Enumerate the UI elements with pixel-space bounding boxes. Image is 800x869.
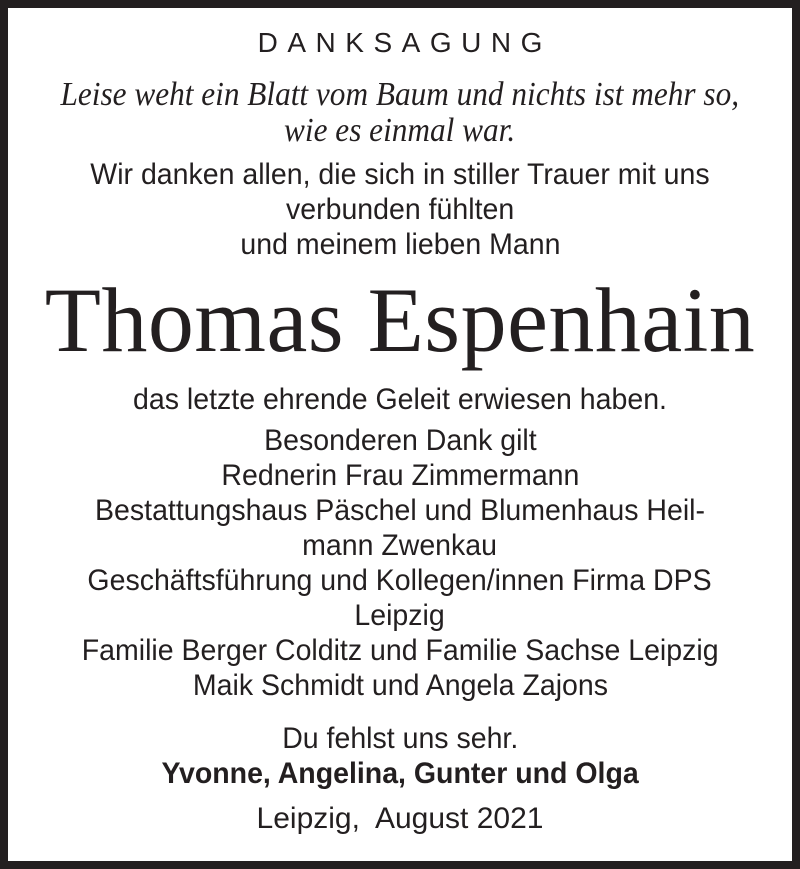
thanks-line-text: Maik Schmidt und Angela Zajons xyxy=(192,669,608,702)
thanks-line-text: Besonderen Dank gilt xyxy=(263,424,537,457)
family-signature xyxy=(8,756,792,791)
intro-line-text: und meinem lieben Mann xyxy=(239,228,561,261)
memorial-quote-line-text: wie es einmal war. xyxy=(284,112,516,149)
deceased-name: Thomas Espenhain xyxy=(44,269,756,371)
thanks-line xyxy=(8,528,792,563)
thanks-line-text: Bestattungshaus Päschel und Blumenhaus Heil- xyxy=(95,494,705,527)
date-line: Leipzig, August 2021 xyxy=(256,802,544,835)
memorial-quote-line-text: Leise weht ein Blatt vom Baum und nichts ist mehr so, xyxy=(60,76,740,113)
thanks-line xyxy=(8,668,792,703)
thanks-line xyxy=(8,458,792,493)
intro-line-text: Wir danken allen, die sich in stiller Trauer mit uns xyxy=(90,158,710,191)
thanks-line xyxy=(8,493,792,528)
thanks-line-text: mann Zwenkau xyxy=(302,529,498,562)
memorial-quote-line xyxy=(8,113,792,149)
thanks-line-text: Geschäftsführung und Kollegen/innen Firma DPS xyxy=(87,564,713,597)
notice-title: DANKSAGUNG xyxy=(257,27,552,58)
thanks-line-text: Leipzig xyxy=(354,599,446,632)
intro-line xyxy=(8,157,792,192)
intro-line-text: verbunden fühlten xyxy=(285,193,515,226)
thanks-line xyxy=(8,423,792,458)
family-signature-text: Yvonne, Angelina, Gunter und Olga xyxy=(161,757,639,790)
thanks-line xyxy=(8,598,792,633)
geleit-line xyxy=(8,382,792,417)
thanks-line-text: Rednerin Frau Zimmermann xyxy=(221,459,579,492)
intro-line xyxy=(8,227,792,262)
intro-line xyxy=(8,192,792,227)
geleit-line-text: das letzte ehrende Geleit erwiesen haben. xyxy=(133,383,667,416)
thanks-line xyxy=(8,563,792,598)
thanks-list xyxy=(8,423,792,703)
intro-paragraph xyxy=(8,157,792,262)
thanks-line-text: Familie Berger Colditz und Familie Sachse Leipzig xyxy=(81,634,719,667)
closing-line xyxy=(8,721,792,756)
memorial-quote xyxy=(8,77,792,149)
memorial-quote-line xyxy=(8,77,792,113)
closing-line-text: Du fehlst uns sehr. xyxy=(281,722,519,755)
thanks-line xyxy=(8,633,792,668)
